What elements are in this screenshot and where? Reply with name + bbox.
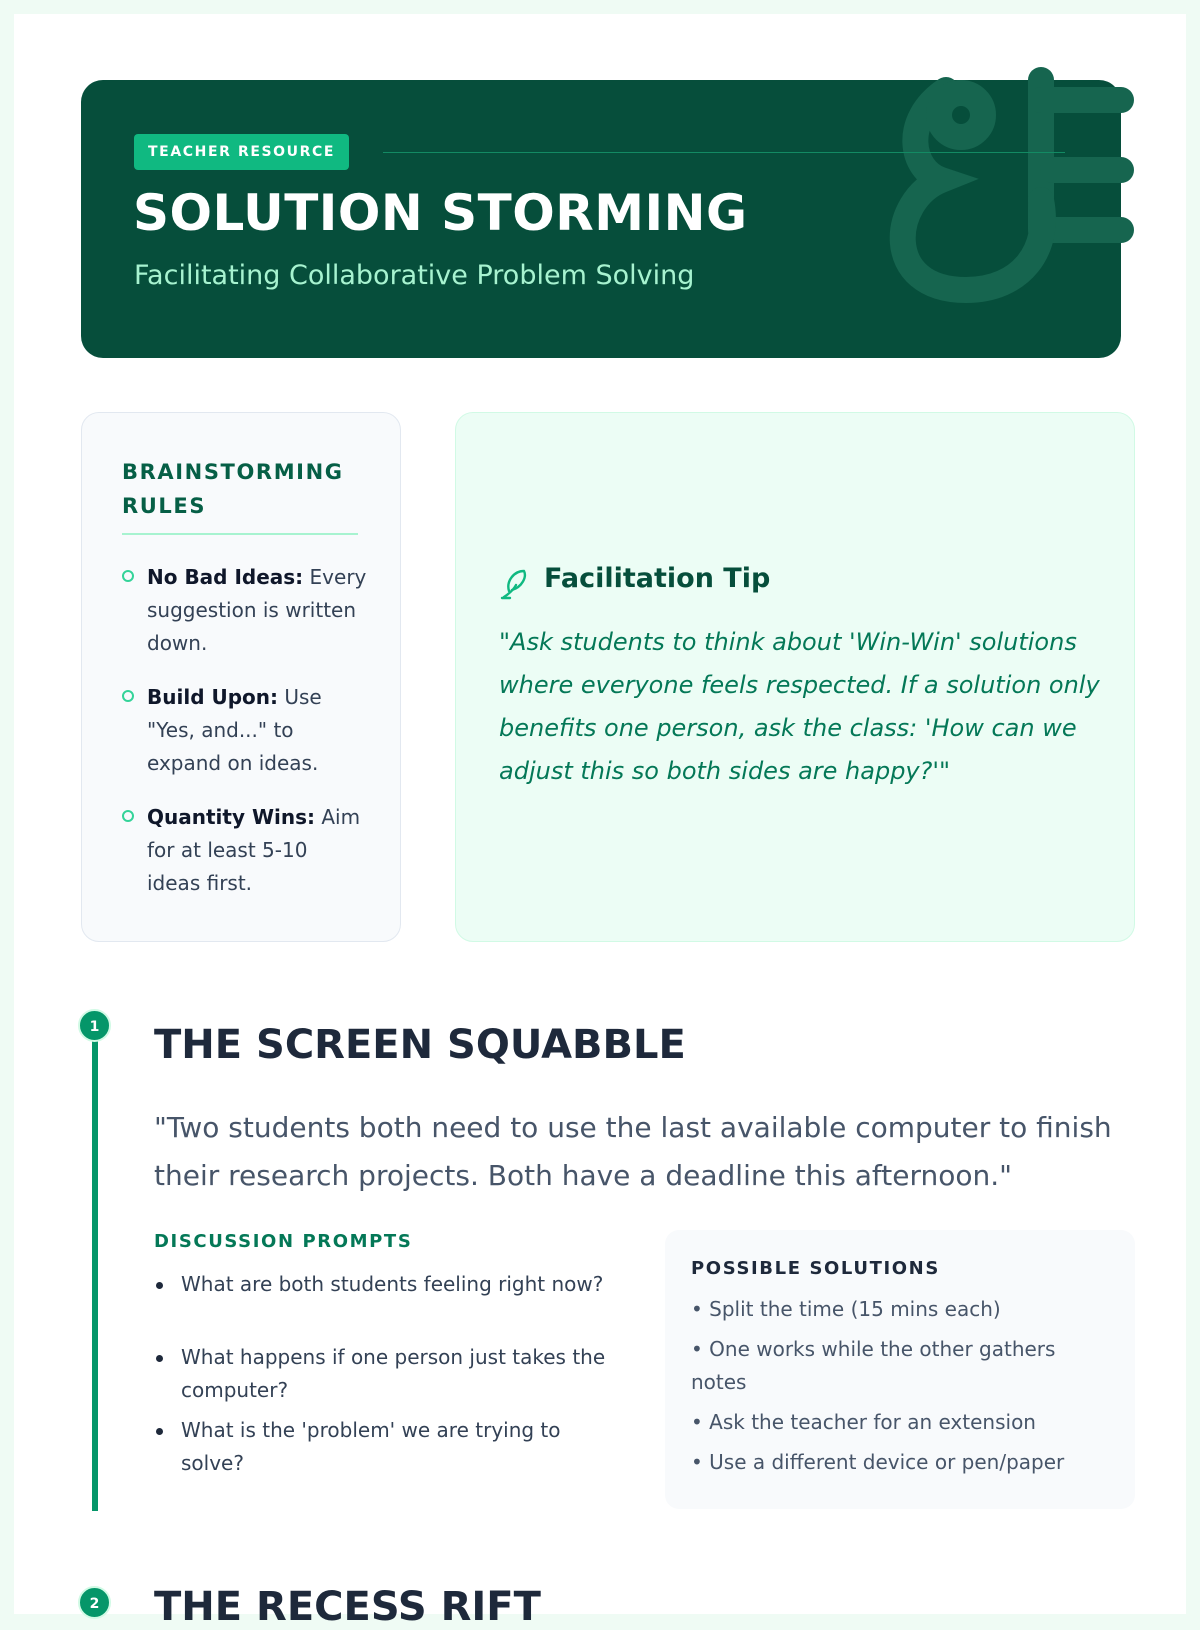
brainstorming-rules-card [81,412,401,942]
rule-label: Quantity Wins: [147,805,316,829]
teacher-resource-badge: TEACHER RESOURCE [134,134,349,170]
rule-label: Build Upon: [147,685,279,709]
discussion-prompt: What are both students feeling right now? [154,1268,624,1301]
hero-divider-line [383,152,1065,153]
circle-bullet-icon [122,810,134,822]
possible-solutions-title: POSSIBLE SOLUTIONS [691,1258,940,1279]
step-number-badge: 2 [78,1586,111,1619]
rules-title: BRAINSTORMING RULES [122,460,344,518]
discussion-prompt: What happens if one person just takes the computer? [154,1341,624,1407]
possible-solutions-panel [665,1230,1135,1509]
circle-bullet-icon [122,570,134,582]
scenario-title: THE RECESS RIFT [154,1584,541,1630]
scenario-timeline [92,1026,98,1511]
scenario-title: THE SCREEN SQUABBLE [154,1022,686,1068]
rules-divider [122,533,358,535]
circle-bullet-icon [122,690,134,702]
solution-item: • Split the time (15 mins each) [691,1297,1001,1321]
page-subtitle: Facilitating Collaborative Problem Solving [134,260,695,291]
hero-banner [81,80,1121,358]
page-title: SOLUTION STORMING [133,184,748,242]
facilitation-tip-card [455,412,1135,942]
rule-label: No Bad Ideas: [147,565,304,589]
rule-text: Use "Yes, and..." to expand on ideas. [147,685,322,775]
discussion-prompts-title: DISCUSSION PROMPTS [154,1231,413,1252]
ampersand-logo-icon [881,80,1121,330]
scenario-quote: "Two students both need to use the last available computer to finish their research projects. Both have a deadline this afternoon." [154,1111,1112,1192]
tip-quote: "Ask students to think about 'Win-Win' solutions where everyone feels respected. If a solution only benefits one person, ask the class: 'How can we adjust this so both sides are happy?'" [499,628,1100,785]
feather-pen-icon [500,567,530,601]
rule-text: Aim for at least 5-10 ideas first. [147,805,361,895]
page [14,14,1186,1630]
solution-item: • Use a different device or pen/paper [691,1450,1065,1474]
step-number-badge: 1 [78,1009,111,1042]
solution-item: • One works while the other gathers notes [691,1337,1056,1394]
tip-title: Facilitation Tip [544,563,771,594]
discussion-prompt: What is the 'problem' we are trying to solve? [154,1414,624,1480]
rule-text: Every suggestion is written down. [147,565,367,655]
solution-item: • Ask the teacher for an extension [691,1410,1036,1434]
